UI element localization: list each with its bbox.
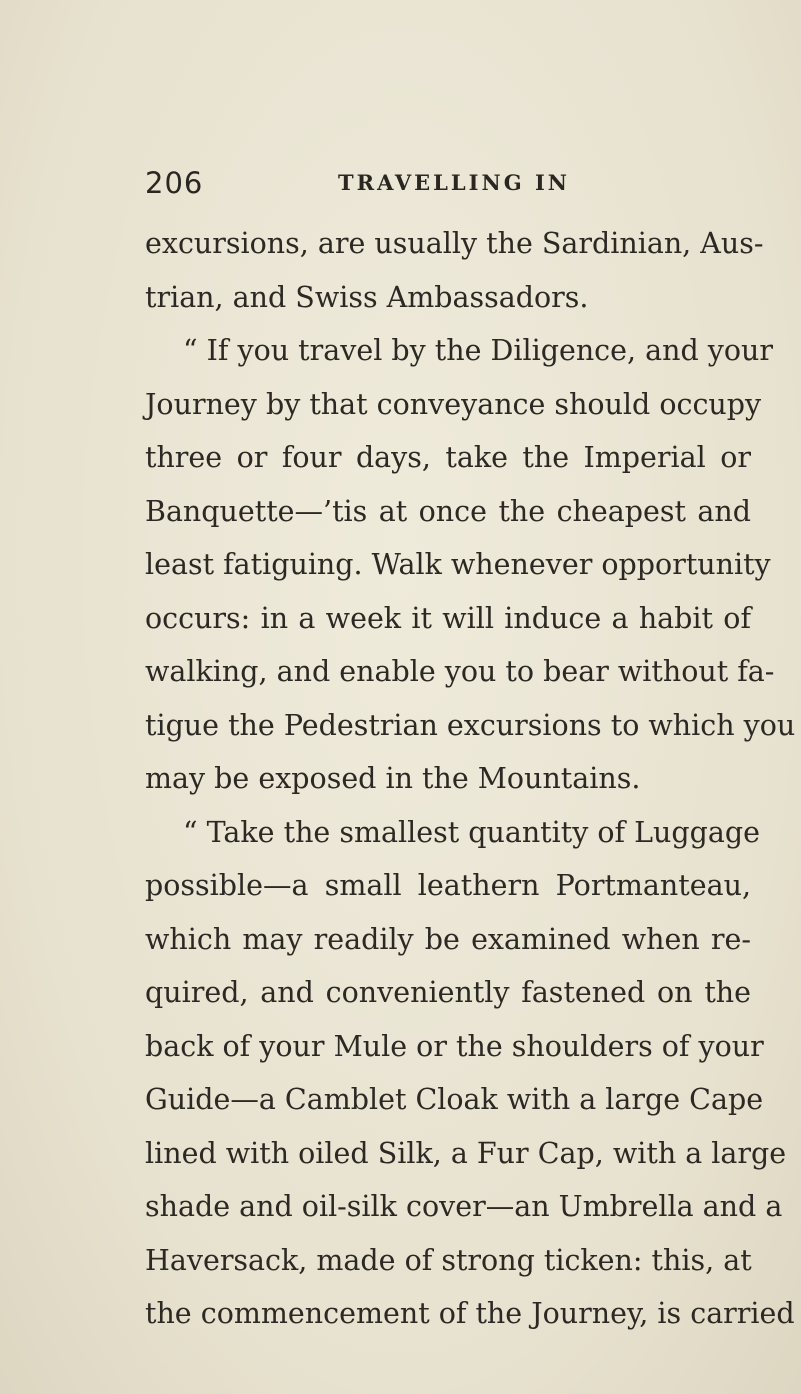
- text-line: Journey by that conveyance should occupy: [145, 387, 762, 421]
- text-line: walking, and enable you to bear without fa-: [145, 655, 775, 688]
- text-line: three or four days, take the Imperial or: [145, 441, 751, 474]
- text-line: which may readily be examined when re-: [145, 922, 751, 956]
- text-line: “ Take the smallest quantity of Luggage: [183, 815, 760, 849]
- page-header: [145, 166, 745, 206]
- text-line: Guide—a Camblet Cloak with a large Cape: [145, 1083, 764, 1116]
- text-line: may be exposed in the Mountains.: [145, 762, 641, 795]
- text-line: shade and oil-silk cover—an Umbrella and a: [145, 1190, 783, 1223]
- text-line: “ If you travel by the Diligence, and your: [183, 334, 774, 367]
- text-line: back of your Mule or the shoulders of your: [145, 1029, 764, 1063]
- text-line: quired, and conveniently fastened on the: [145, 976, 751, 1009]
- text-line: lined with oiled Silk, a Fur Cap, with a large: [145, 1136, 787, 1170]
- text-line: tigue the Pedestrian excursions to which you: [145, 708, 796, 742]
- text-line: excursions, are usually the Sardinian, Aus-: [145, 227, 764, 260]
- text-line: occurs: in a week it will induce a habit of: [145, 601, 751, 635]
- text-line: possible—a small leathern Portmanteau,: [145, 869, 751, 902]
- body-text: [145, 217, 796, 1341]
- text-line: Banquette—’tis at once the cheapest and: [145, 494, 751, 528]
- running-head: TRAVELLING IN: [338, 170, 570, 195]
- text-line: the commencement of the Journey, is carried: [145, 1297, 795, 1330]
- page-number: 206: [145, 166, 204, 200]
- text-line: least fatiguing. Walk whenever opportunity: [145, 548, 771, 581]
- text-line: trian, and Swiss Ambassadors.: [145, 280, 589, 314]
- text-line: Haversack, made of strong ticken: this, at: [145, 1243, 752, 1277]
